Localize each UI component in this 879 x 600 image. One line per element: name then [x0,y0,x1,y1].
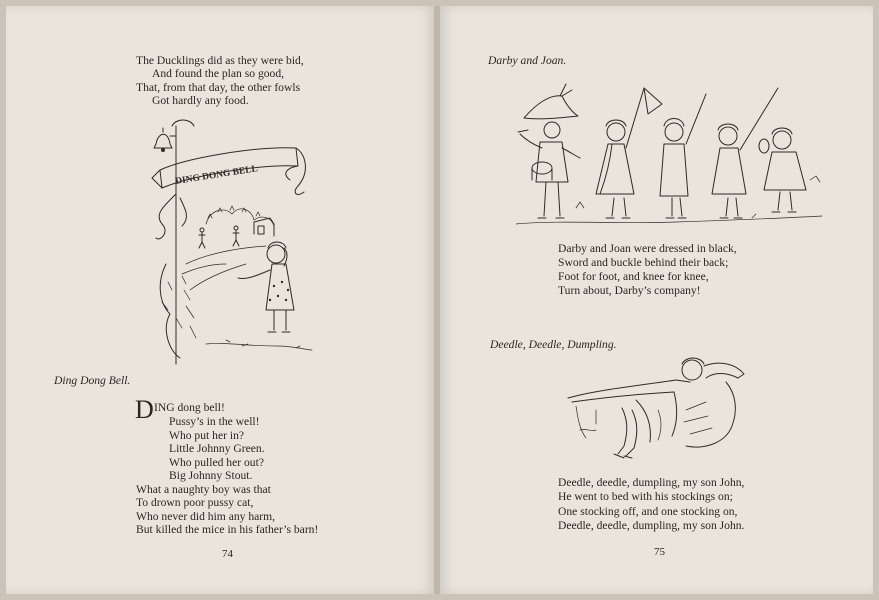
ding-dong-line-5: Who pulled her out? [169,456,264,469]
deedle-dumpling-illustration [566,350,756,466]
drop-cap: D [135,395,154,424]
ducklings-line-2: And found the plan so good, [152,67,285,80]
deedle-line-2: He went to bed with his stockings on; [558,490,733,503]
ding-dong-line-7: What a naughty boy was that [136,483,271,496]
darby-joan-title: Darby and Joan. [488,54,567,67]
left-page [6,6,434,594]
darby-joan-illustration [516,78,826,234]
ding-dong-line-9: Who never did him any harm, [136,510,276,523]
ding-dong-line-6: Big Johnny Stout. [169,469,253,482]
deedle-dumpling-title: Deedle, Deedle, Dumpling. [490,338,617,351]
ding-dong-line-10: But killed the mice in his father’s barn! [136,523,319,536]
ding-dong-line-2: Pussy’s in the well! [169,415,260,428]
page-number-left: 74 [222,548,233,560]
ducklings-line-4: Got hardly any food. [152,94,249,107]
ducklings-line-3: That, from that day, the other fowls [136,81,301,94]
darby-line-3: Foot for foot, and knee for knee, [558,270,709,283]
ding-dong-line-8: To drown poor pussy cat, [136,496,254,509]
ding-dong-line-4: Little Johnny Green. [169,442,265,455]
ding-dong-bell-illustration [146,114,316,372]
right-page [440,6,873,594]
page-number-right: 75 [654,546,665,558]
ducklings-line-1: The Ducklings did as they were bid, [136,54,304,67]
ding-dong-line-1: ING dong bell! [154,401,225,414]
ding-dong-line-3: Who put her in? [169,429,245,442]
ding-dong-bell-title: Ding Dong Bell. [54,374,131,387]
deedle-line-4: Deedle, deedle, dumpling, my son John. [558,519,745,532]
deedle-line-3: One stocking off, and one stocking on, [558,505,738,518]
darby-line-4: Turn about, Darby’s company! [558,284,701,297]
darby-line-2: Sword and buckle behind their back; [558,256,729,269]
banner-text: DING DONG BELL [174,164,259,188]
darby-line-1: Darby and Joan were dressed in black, [558,242,737,255]
deedle-line-1: Deedle, deedle, dumpling, my son John, [558,476,745,489]
